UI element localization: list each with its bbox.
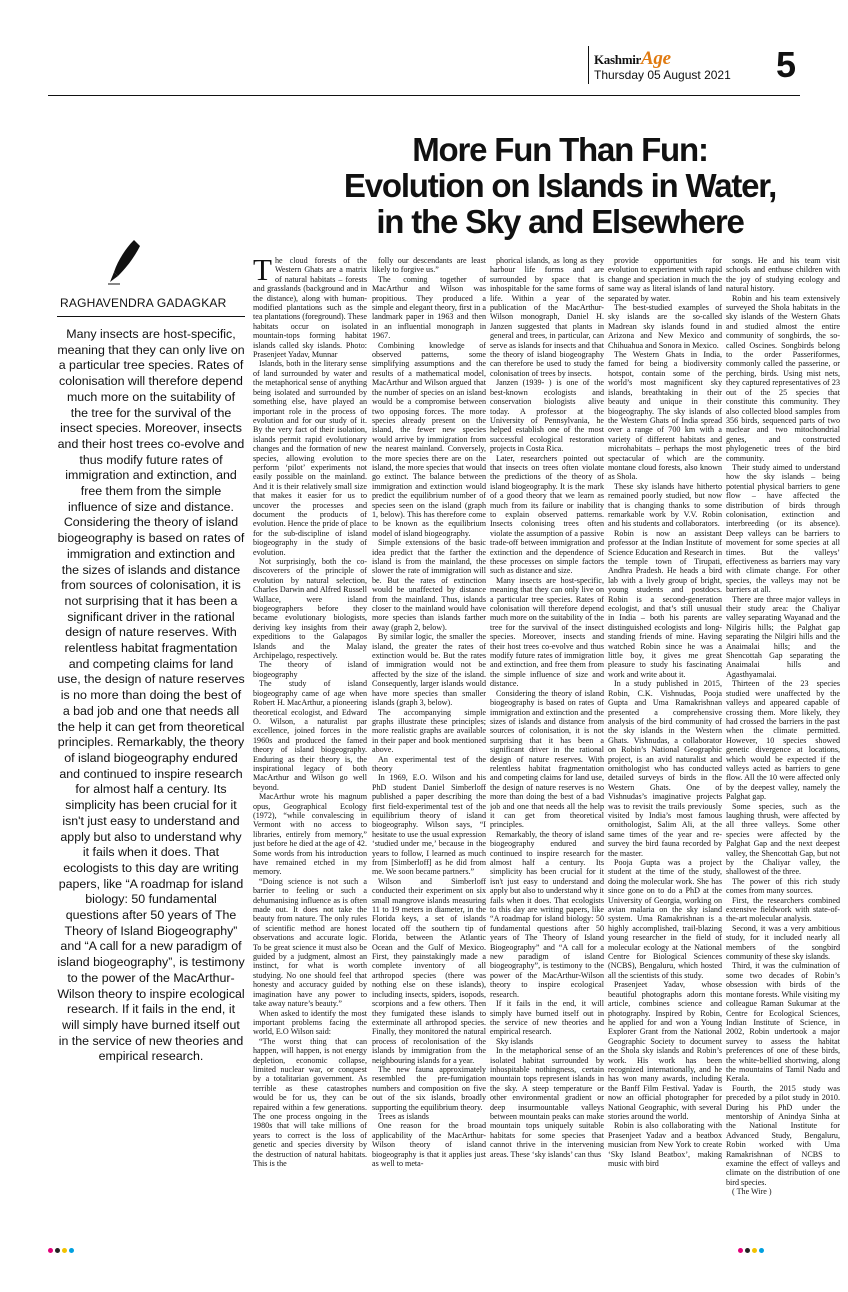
article-paragraph: Robin is also collaborating with Prasenjeet Yadav and a beatbox musician from New York to create ‘Sky Island Beatbox’, making music with bird xyxy=(608,1121,722,1168)
article-paragraph: The best-studied examples of sky islands are the so-called Madrean sky islands found in Arizona and New Mexico and Chihuahua and Sonora in Mexico. xyxy=(608,303,722,350)
article-paragraph: By similar logic, the smaller the island, the greater the rates of extinction would be. But the rates of immigration would not be affected by the size of the island. Consequently, larger islands would have more species than smaller islands (graph 3, below). xyxy=(372,632,486,708)
article-paragraph: “The worst thing that can happen, will happen, is not energy depletion, economic collapse, limited nuclear war, or conquest by a totalitarian government. As terrible as these catastrophes would be for us, they can be repaired within a few generations. The one process ongoing in the 1980s that will take millions of years to correct is the loss of genetic and species diversity by the destruction of natural habitats. This is the xyxy=(253,1036,367,1168)
registration-dot xyxy=(62,1248,67,1253)
article-paragraph: The accompanying simple graphs illustrate these principles; more realistic graphs are available in their paper and book mentioned above. xyxy=(372,707,486,755)
article-paragraph: The study of island biogeography came of age when Robert H. MacArthur, a pioneering theoretical ecologist, and Edward O. Wilson, a naturalist par excellence, joined forces in the 1960s and produced the famed theory of island biogeography. Enduring as their theory is, the inspirational legacy of both MacArthur and Wilson go well beyond. xyxy=(253,679,367,792)
article-paragraph: In 1969, E.O. Wilson and his PhD student Daniel Simberloff published a paper describing the first field-experimental test of the equilibrium theory of island biogeography. Wilson says, “I hesitate to use the usual expression ‘studied under me,’ because in the years to follow, I learned as much from [Simberloff] as he did from me. We soon became partners.” xyxy=(372,773,486,877)
article-column-5 xyxy=(726,256,840,1224)
registration-dot xyxy=(48,1248,53,1253)
author-byline: RAGHAVENDRA GADAGKAR xyxy=(60,296,227,310)
article-paragraph: “Doing science is not such a barrier to feeling or such a dehumanising influence as is often made out. It does not take the beauty from nature. The only rules of scientific method are honest observations and accurate logic. To be great science it must also be guided by a judgment, almost an instinct, for what is worth studying. No one should feel that honesty and accuracy guided by imagination have any power to take away nature’s beauty.” xyxy=(253,876,367,1009)
article-paragraph: The Western Ghats in India, famed for being a biodiversity hotspot, contain some of the world’s most magnificent sky islands, breathtaking in their beauty and unique in their biogeography. The sky islands of the Western Ghats of India spread over a range of 700 km with a variety of different habitats and microhabitats – perhaps the most spectacular of which are the montane cloud forests, also known as Shola. xyxy=(608,350,722,482)
article-paragraph: Remarkably, the theory of island biogeography endured and continued to inspire research for almost half a century. Its simplicity has been crucial for it isn't just easy to understand and apply but also to understand why it fails when it does. That ecologists to this day are writing papers, like “A roadmap for island biology: 50 fundamental questions after 50 years of The Theory of Island Biogeography” and “A call for a new paradigm of island biogeography”, is testimony to the power of the MacArthur-Wilson theory to inspire ecological research. xyxy=(490,829,604,999)
header-rule xyxy=(48,95,800,96)
masthead-top-rule xyxy=(588,46,589,84)
article-paragraph: If it fails in the end, it will simply have burned itself out in the service of new theories and empirical research. xyxy=(490,999,604,1037)
registration-dot xyxy=(69,1248,74,1253)
article-paragraph: These sky islands have hitherto remained poorly studied, but now that is changing thanks to some remarkable work by V.V. Robin and his students and collaborators. xyxy=(608,481,722,529)
article-paragraph: Sky islands xyxy=(496,1036,534,1046)
article-paragraph: Trees as islands xyxy=(378,1111,429,1121)
article-paragraph: The coming together of MacArthur and Wilson was propitious. They produced a simple and elegant theory, first in a landmark paper in 1963 and then in an influential monograph in 1967. xyxy=(372,274,486,341)
article-paragraph: Not surprisingly, both the co-discoverers of the principle of evolution by natural selection, Charles Darwin and Alfred Russell Wallace, were island biogeographers before they became evolutionary biologists, deriving key insights from their expeditions to the Galapagos Islands and the Malay Archipelago, respectively. xyxy=(253,557,367,661)
article-paragraph: songs. He and his team visit schools and enthuse children with the joy of studying ecology and natural history. xyxy=(726,256,840,294)
article-paragraph: Islands, both in the literary sense of land surrounded by water and the metaphorical sense of anything being isolated and surrounded by something else, have played an important role in the process of evolution and for our study of it. By the very fact of their isolation, islands permit rapid evolutionary changes and the formation of new species, allowing evolution to perform ‘pilot’ experiments not easily possible on the mainland. And it is their relatively small size that makes it easier for us to uncover the processes and document the products of evolution. Hence the pride of place for the sub-discipline of island biogeography in the study of evolution. xyxy=(253,359,367,557)
article-paragraph: In a study published in 2015, Robin, C.K. Vishnudas, Pooja Gupta and Uma Ramakrishnan presented a comprehensive analysis of the bird community of the sky islands in the Western Ghats. Vishnudas, a collaborator on Robin’s National Geographic project, is an avid naturalist and ornithologist who has conducted detailed surveys of birds in the Western Ghats. One of Vishnudas’s imaginative projects was to revisit the trails previously visited by India’s most famous ornithologist, Salim Ali, at the same times of the year and re-survey the bird fauna recorded by the master. xyxy=(608,679,722,858)
logo-kashmir: Kashmir xyxy=(594,52,642,67)
masthead-logo xyxy=(594,48,671,70)
article-paragraph: Some species, such as the laughing thrush, were affected by all three valleys. Some other species were affected by the Palghat Gap and the next deepest valley, the Shencottah Gap, but not by the Chaliyar valley, the shallowest of the three. xyxy=(726,801,840,877)
article-paragraph: Later, researchers pointed out that insects on trees often violate the predictions of the theory of island biogeography. It is the mark of a good theory that we learn as much from its failure or inability to explain observed patterns. Insects colonising trees often violate the assumption of a passive trade-off between immigration and extinction and the dependence of these processes on simple factors such as distance and size. xyxy=(490,453,604,576)
article-column-1 xyxy=(253,256,367,1224)
article-paragraph: phorical islands, as long as they harbour life forms and are surrounded by space that is inhospitable for the same forms of life. Within a year of the publication of the MacArthur-Wilson monograph, Daniel H. Janzen suggested that plants in general and trees, in particular, can serve as islands for insects and that the theory of island biogeography can therefore be used to study the colonisation of trees by insects. xyxy=(490,256,604,378)
headline-line-3: in the Sky and Elsewhere xyxy=(376,203,744,240)
article-paragraph: Fourth, the 2015 study was preceded by a pilot study in 2010. During his PhD under the mentorship of Anindya Sinha at the National Institute for Advanced Study, Bengaluru, Robin worked with Uma Ramakrishnan of NCBS to examine the effect of valleys and climate on the distribution of one bird species. xyxy=(726,1083,840,1187)
headline-line-2: Evolution on Islands in Water, xyxy=(343,167,777,204)
issue-date: Thursday 05 August 2021 xyxy=(594,68,731,82)
headline-line-1: More Fun Than Fun: xyxy=(412,131,708,168)
article-column-3 xyxy=(490,256,604,1224)
article-paragraph: Robin and his team extensively surveyed the Shola habitats in the sky islands of the Western Ghats and studied almost the entire community of songbirds, the so-called Oscines. Songbirds belong to the order Passeriformes, commonly called the passerine, or perching, birds. Using mist nets, they captured representatives of 23 out of the 25 species that constitute this community. They also collected blood samples from 356 birds, sequenced parts of two nuclear and two mitochondrial genes, and constructed phylogenetic trees of the bird community. xyxy=(726,293,840,463)
article-paragraph: Janzen (1939- ) is one of the best-known ecologists and conservation biologists alive today. A professor at the University of Pennsylvania, he helped establish one of the most successful ecological restoration projects in Costa Rica. xyxy=(490,378,604,454)
registration-dot xyxy=(55,1248,60,1253)
article-paragraph: Wilson and Simberloff conducted their experiment on six small mangrove islands measuring 11 to 19 meters in diameter, in the Florida keys, a set of islands located off the southern tip of Florida, between the Atlantic Ocean and the Gulf of Mexico. First, they painstakingly made a complete inventory of all arthropod species (there was nothing else on these islands), including insects, spiders, isopods, scorpions and a few others. Then they fumigated these islands to exterminate all arthropod species. Finally, they monitored the natural process of recolonisation of the islands by immigration from the neighbouring islands for a year. xyxy=(372,876,486,1065)
registration-dot xyxy=(759,1248,764,1253)
article-paragraph: Pooja Gupta was a project student at the time of the study, doing the molecular work. She has since gone on to do a PhD at the University of Georgia, working on avian malaria on the sky island system. Uma Ramakrishnan is a highly accomplished, trail-blazing young researcher in the field of molecular ecology at the National Centre for Biological Sciences (NCBS), Bengaluru, which hosted all the scientists of this study. xyxy=(608,858,722,980)
pen-nib-icon xyxy=(104,238,150,288)
footer-color-dots-right xyxy=(738,1238,798,1244)
article-paragraph: Prasenjeet Yadav, whose beautiful photographs adorn this article, combines science and photography. Inspired by Robin, he applied for and won a Young Explorer Grant from the National Geographic Society to document the Shola sky islands and Robin’s work. His work has been recognized internationally, and he has won many awards, including the Banff Film Festival. Yadav is now an official photographer for National Geographic, with several stories around the world. xyxy=(608,980,722,1121)
registration-dot xyxy=(738,1248,743,1253)
article-paragraph: There are three major valleys in their study area: the Chaliyar valley separating Wayanad and the Nilgiris hills; the Palghat gap separating the Nilgiri hills and the Anaimalai hills; and the Shencottah Gap separating the Anaimalai hills and Agasthyamalai. xyxy=(726,594,840,679)
article-column-4 xyxy=(608,256,722,1224)
article-column-2 xyxy=(372,256,486,1224)
article-paragraph: Robin is now an assistant professor at the Indian Institute of Science Education and Research in the temple town of Tirupati, Andhra Pradesh. He heads a bird lab with a lively group of bright, young students and postdocs. Robin is a second-generation ecologist, and that’s still unusual in India – both his parents are distinguished ecologists and long-standing friends of mine. Having watched Robin since he was a little boy, it gives me great pleasure to study his fascinating work and write about it. xyxy=(608,528,722,679)
article-paragraph: The new fauna approximately resembled the pre-fumigation numbers and composition on five out of the six islands, broadly supporting the equilibrium theory. xyxy=(372,1064,486,1112)
pull-quote: Many insects are host-specific, meaning that they can only live on a particular tree species. Rates of colonisation will therefore depend much more on the suitability of the tree for the survival of the insect species. Moreover, insects and their host trees co-evolve and thus modify future rates of immigration and extinction, and free them from the simple influence of size and distance. Considering the theory of island biogeography is based on rates of immigration and extinction and the sizes of islands and distance from sources of colonisation, it is not surprising that it has been a significant driver in the rational design of nature reserves. With relentless habitat fragmentation and competing claims for land use, the design of nature reserves is no more than doing the best of a bad job and one that needs all the help it can get from theoretical principles. Remarkably, the theory of island biogeography endured and continued to inspire research for almost half a century. Its simplicity has been crucial for it isn't just easy to understand and apply but also to understand why it fails when it does. That ecologists to this day are writing papers, like “A roadmap for island biology: 50 fundamental questions after 50 years of The Theory of Island Biogeography” and “A call for a new paradigm of island biogeography”, is testimony to the power of the MacArthur-Wilson theory to inspire ecological research. If it fails in the end, it will simply have burned itself out in the service of new theories and empirical research. xyxy=(57,327,245,1064)
logo-age: Age xyxy=(641,48,671,69)
article-paragraph: provide opportunities for evolution to experiment with rapid change and speciation in much the same way as literal islands of land separated by water. xyxy=(608,256,722,303)
article-paragraph: Second, it was a very ambitious study, for it included nearly all members of the songbird community of these sky islands. xyxy=(726,923,840,962)
article-paragraph: When asked to identify the most important problems facing the world, E.O Wilson said: xyxy=(253,1008,367,1037)
byline-rule xyxy=(57,316,245,317)
drop-cap: T xyxy=(253,256,272,287)
article-paragraph: ( The Wire ) xyxy=(732,1187,772,1197)
article-paragraph: First, the researchers combined extensive fieldwork with state-of-the-art molecular analysis. xyxy=(726,895,840,924)
article-paragraph: The theory of island biogeography xyxy=(253,660,367,679)
registration-dot xyxy=(752,1248,757,1253)
article-paragraph: MacArthur wrote his magnum opus, Geographical Ecology (1972), “while convalescing in Vermont with no access to libraries, entirely from memory,” just before he died at the age of 42. Some words from his introduction have remained etched in my memory. xyxy=(253,792,367,877)
article-paragraph: Combining knowledge of observed patterns, some simplifying assumptions and the results of a mathematical model, MacArthur and Wilson argued that the number of species on an island would be a compromise between two opposing forces. The more species already present on the island, the fewer new species would arrive by immigration from the nearest mainland. Conversely, the more species there are on the island, the more species that would go extinct. The balance between immigration and extinction would predict the equilibrium number of species seen on the island (graph 1, below). This has therefore come to be known as the equilibrium model of island biogeography. xyxy=(372,340,486,538)
article-paragraph: One reason for the broad applicability of the MacArthur-Wilson theory of island biogeography is that it applies just as well to meta- xyxy=(372,1121,486,1168)
registration-dot xyxy=(745,1248,750,1253)
article-paragraph: folly our descendants are least likely to forgive us.” xyxy=(372,256,486,275)
article-paragraph: Many insects are host-specific, meaning that they can only live on a particular tree species. Rates of colonisation will therefore depend much more on the suitability of the tree for the survival of the insect species. Moreover, insects and their host trees co-evolve and thus modify future rates of immigration and extinction, and free them from the simple influence of size and distance. xyxy=(490,575,604,689)
headline xyxy=(280,132,840,240)
footer-color-dots-left xyxy=(48,1238,108,1244)
article-paragraph: An experimental test of the theory xyxy=(372,754,486,773)
article-paragraph: The power of this rich study comes from many sources. xyxy=(726,876,840,896)
article-paragraph: Considering the theory of island biogeography is based on rates of immigration and extinction and the sizes of islands and distance from sources of colonisation, it is not surprising that it has been a significant driver in the rational design of nature reserves. With relentless habitat fragmentation and competing claims for land use, the design of nature reserves is no more than doing the best of a bad job and one that needs all the help it can get from theoretical principles. xyxy=(490,688,604,830)
article-paragraph: Their study aimed to understand how the sky islands – being potential physical barriers to gene flow – have affected the distribution of birds through colonisation, extinction and interbreeding (or its absence). Deep valleys can be barriers to movement for some species at all times. But the valleys’ effectiveness as barriers may vary with climate change. For other species, the valleys may not be barriers at all. xyxy=(726,462,840,595)
article-paragraph: Thirteen of the 23 species studied were unaffected by the valleys and appeared capable of crossing them. More likely, they had crossed the barriers in the past when the climate permitted. However, 10 species showed genetic divergence at locations, which would be expected if the valleys acted as barriers to gene flow. All the 10 were affected only by the deepest valley, namely the Palghat gap. xyxy=(726,679,840,802)
article-paragraph: Third, it was the culmination of some two decades of Robin’s obsession with birds of the montane forests. While visiting my colleague Raman Sukumar at the Centre for Ecological Sciences, Indian Institute of Science, in 2002, Robin undertook a major survey to assess the habitat preferences of one of these birds, the white-bellied shortwing, along the mountains of Tamil Nadu and Kerala. xyxy=(726,961,840,1084)
page-number: 5 xyxy=(776,44,797,85)
article-paragraph: The cloud forests of the Western Ghats are a matrix of natural habitats – forests and grasslands (background and in the distance), along with human-modified plantations such as the tea plantations (foreground). These habitats occur on isolated mountain-tops forming habitat islands called sky islands. Photo: Prasenjeet Yadav, Munnar xyxy=(253,256,367,360)
article-paragraph: Simple extensions of the basic idea predict that the farther the island is from the mainland, the slower the rate of immigration will be. But the rates of extinction would be unaffected by distance from the mainland. Thus, islands closer to the mainland would have more species than islands farther away (graph 2, below). xyxy=(372,538,486,632)
article-paragraph: In the metaphorical sense of an isolated habitat surrounded by inhospitable nothingness, certain mountain tops represent islands in the sky. A steep temperature or other environmental gradient or deep insurmountable valleys between mountain peaks can make mountain tops uniquely suitable habitats for some species that cannot thrive in the intervening areas. These ‘sky islands’ can thus xyxy=(490,1046,604,1159)
